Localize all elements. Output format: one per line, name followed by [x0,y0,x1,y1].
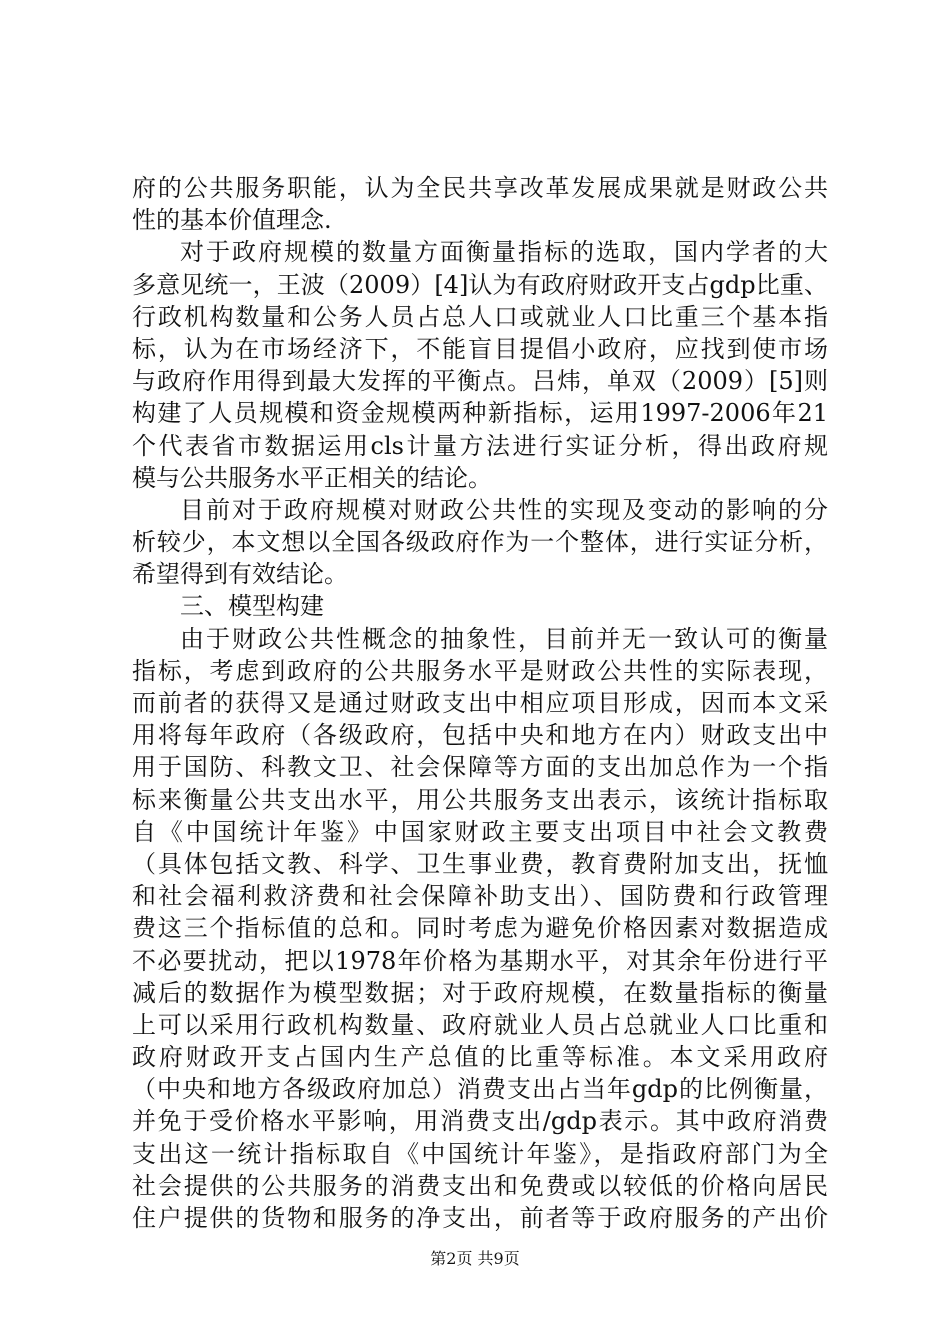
text-line: 用于国防、科教文卫、社会保障等方面的支出加总作为一个指 [132,753,828,782]
text-line: 并免于受价格水平影响，用消费支出/gdp表示。其中政府消费 [132,1107,828,1136]
body-text [132,172,828,1234]
text-line: 个代表省市数据运用cls计量方法进行实证分析，得出政府规 [132,431,828,460]
text-line: 费这三个指标值的总和。同时考虑为避免价格因素对数据造成 [132,914,828,943]
text-line: 三、模型构建 [180,592,324,621]
text-line: 行政机构数量和公务人员占总人口或就业人口比重三个基本指 [132,302,828,331]
text-line: 支出这一统计指标取自《中国统计年鉴》，是指政府部门为全 [132,1139,828,1168]
text-line: （中央和地方各级政府加总）消费支出占当年gdp的比例衡量， [132,1075,828,1104]
text-line: 社会提供的公共服务的消费支出和免费或以较低的价格向居民 [132,1171,828,1200]
text-line: 标来衡量公共支出水平，用公共服务支出表示，该统计指标取 [132,785,828,814]
text-line: 模与公共服务水平正相关的结论。 [132,463,492,492]
text-line: 用将每年政府（各级政府，包括中央和地方在内）财政支出中 [132,721,828,750]
text-line: 目前对于政府规模对财政公共性的实现及变动的影响的分 [180,495,828,524]
text-line: 和社会福利救济费和社会保障补助支出）、国防费和行政管理 [132,882,828,911]
text-line: 府的公共服务职能，认为全民共享改革发展成果就是财政公共 [132,174,828,202]
text-line: 不必要扰动，把以1978年价格为基期水平，对其余年份进行平 [132,946,828,975]
text-line: 指标，考虑到政府的公共服务水平是财政公共性的实际表现， [132,656,828,685]
text-line: 由于财政公共性概念的抽象性，目前并无一致认可的衡量 [180,624,828,653]
text-line: 对于政府规模的数量方面衡量指标的选取，国内学者的大 [180,238,828,267]
text-line: 政府财政开支占国内生产总值的比重等标准。本文采用政府 [132,1043,828,1072]
text-line: 多意见统一，王波（2009）[4]认为有政府财政开支占gdp比重、 [132,270,828,299]
text-line: 标，认为在市场经济下，不能盲目提倡小政府，应找到使市场 [132,334,828,363]
text-line: 析较少，本文想以全国各级政府作为一个整体，进行实证分析， [132,528,828,557]
text-line: 住户提供的货物和服务的净支出，前者等于政府服务的产出价 [132,1204,828,1232]
text-line: 构建了人员规模和资金规模两种新指标，运用1997-2006年21 [132,399,828,428]
text-line: （具体包括文教、科学、卫生事业费，教育费附加支出，抚恤 [132,849,828,878]
text-line: 自《中国统计年鉴》中国家财政主要支出项目中社会文教费 [132,817,828,846]
text-line: 而前者的获得又是通过财政支出中相应项目形成，因而本文采 [132,689,828,717]
text-line: 性的基本价值理念. [132,206,332,235]
text-line: 减后的数据作为模型数据；对于政府规模，在数量指标的衡量 [132,978,828,1007]
page-footer: 第2页 共9页 [430,1249,520,1268]
text-line: 与政府作用得到最大发挥的平衡点。吕炜，单双（2009）[5]则 [132,367,828,396]
text-line: 希望得到有效结论。 [132,560,348,589]
text-line: 上可以采用行政机构数量、政府就业人员占总就业人口比重和 [132,1010,828,1039]
